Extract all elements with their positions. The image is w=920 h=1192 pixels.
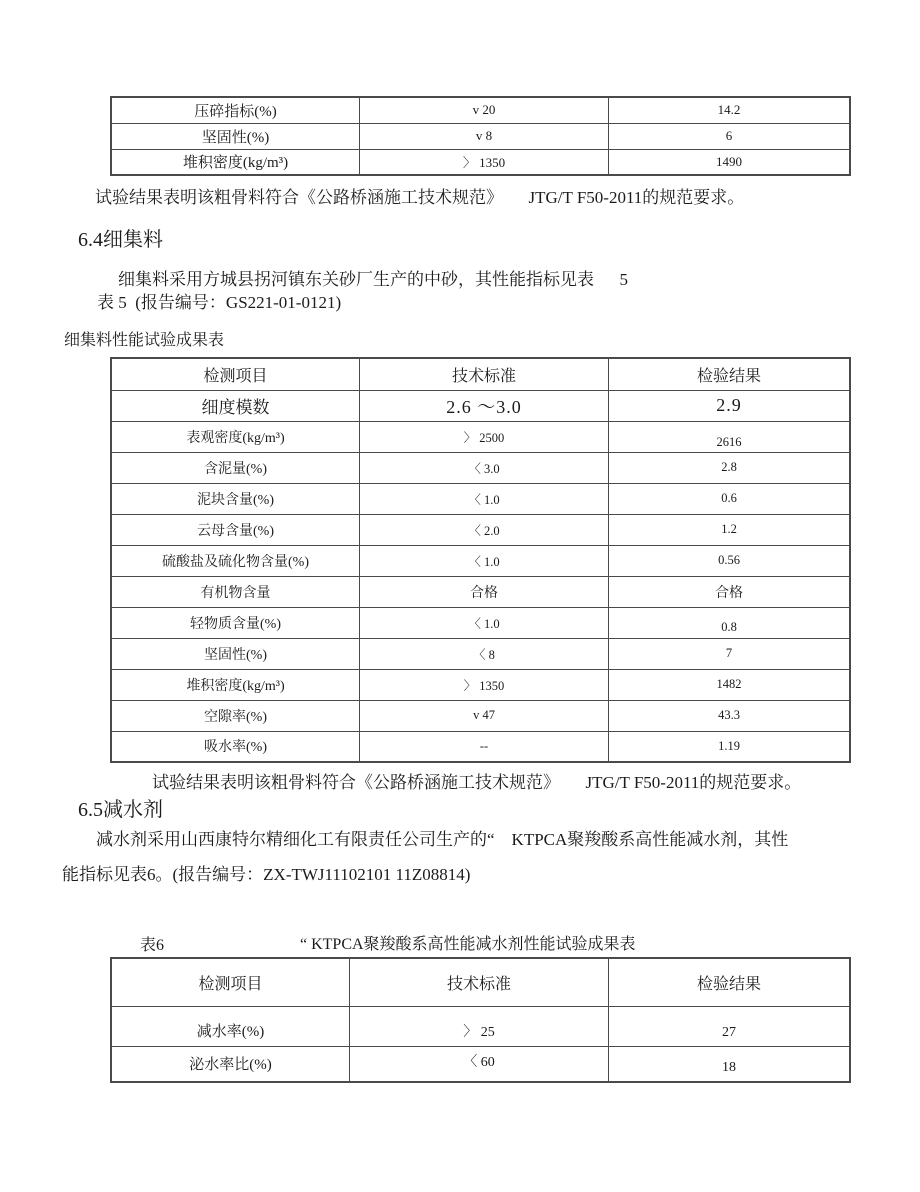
result-cell: 0.56 [609,545,851,576]
item-cell: 堆积密度(kg/m³) [111,149,360,175]
item-cell: 吸水率(%) [111,731,360,762]
table5-title: 细集料性能试验成果表 [64,332,225,349]
result-cell: 1482 [609,669,851,700]
standard-cell: v 20 [360,97,609,123]
standard-cell: 〈 1.0 [360,607,609,638]
column-header: 检测项目 [111,358,360,390]
table-row [111,1006,850,1046]
standard-cell: 〈 8 [360,638,609,669]
item-cell: 减水率(%) [111,1006,350,1046]
table-row [111,483,850,514]
fine-aggregate-result-table-grid [110,357,851,763]
header-row [111,358,850,390]
standard-cell: 〈 3.0 [360,452,609,483]
table-row [111,576,850,607]
table5-reference: 表 5 (报告编号：GS221-01-0121) [97,293,342,312]
table-row [111,700,850,731]
item-cell: 泌水率比(%) [111,1046,350,1082]
standard-cell: v 47 [360,700,609,731]
column-header: 技术标准 [350,958,609,1006]
fine-aggregate-note: 试验结果表明该粗骨料符合《公路桥涵施工技术规范》 JTG/T F50-2011的规范要求。 [152,773,802,792]
table-row [111,514,850,545]
standard-cell: 〈 60 [350,1046,609,1082]
column-header: 检验结果 [609,358,851,390]
table-row [111,452,850,483]
table-row [111,638,850,669]
item-cell: 细度模数 [111,390,360,421]
result-cell: 18 [609,1046,851,1082]
admixture-intro-line2: 能指标见表6。(报告编号：ZX-TWJ11102101 11Z08814) [62,865,471,884]
admixture-result-table-grid [110,957,851,1083]
table-row [111,390,850,421]
table-row [111,421,850,452]
result-cell: 6 [609,123,851,149]
section-heading-6-5: 6.5减水剂 [78,799,163,821]
standard-cell: -- [360,731,609,762]
result-cell: 0.8 [609,607,851,638]
result-cell: 0.6 [609,483,851,514]
result-cell: 43.3 [609,700,851,731]
fine-aggregate-intro: 细集料采用方城县拐河镇东关砂厂生产的中砂，其性能指标见表 5 [118,270,628,289]
result-cell: 1.2 [609,514,851,545]
coarse-aggregate-result-table-grid [110,96,851,176]
item-cell: 坚固性(%) [111,123,360,149]
item-cell: 表观密度(kg/m³) [111,421,360,452]
coarse-aggregate-result-table [110,96,851,176]
result-cell: 7 [609,638,851,669]
coarse-aggregate-note: 试验结果表明该粗骨料符合《公路桥涵施工技术规范》 JTG/T F50-2011的规范要求。 [95,188,745,207]
item-cell: 坚固性(%) [111,638,360,669]
standard-cell: 〈 2.0 [360,514,609,545]
standard-cell: 合格 [360,576,609,607]
table-row [111,607,850,638]
standard-cell: 2.6 ～3.0 [360,390,609,421]
column-header: 技术标准 [360,358,609,390]
item-cell: 硫酸盐及硫化物含量(%) [111,545,360,576]
header-row [111,958,850,1006]
standard-cell: 〉 1350 [360,149,609,175]
result-cell: 14.2 [609,97,851,123]
item-cell: 泥块含量(%) [111,483,360,514]
result-cell: 2.8 [609,452,851,483]
table-row [111,545,850,576]
result-cell: 27 [609,1006,851,1046]
section-heading-6-4: 6.4细集料 [78,229,163,251]
result-cell: 2616 [609,421,851,452]
result-cell: 合格 [609,576,851,607]
result-cell: 1490 [609,149,851,175]
item-cell: 有机物含量 [111,576,360,607]
standard-cell: 〉 1350 [360,669,609,700]
item-cell: 云母含量(%) [111,514,360,545]
table6-caption-label: 表6 [140,937,165,954]
column-header: 检测项目 [111,958,350,1006]
table-row [111,149,850,175]
standard-cell: 〈 1.0 [360,483,609,514]
result-cell: 2.9 [609,390,851,421]
standard-cell: 〉 2500 [360,421,609,452]
result-cell: 1.19 [609,731,851,762]
item-cell: 堆积密度(kg/m³) [111,669,360,700]
admixture-result-table [110,957,851,1083]
standard-cell: 〈 1.0 [360,545,609,576]
table6-caption-title: “ KTPCA聚羧酸系高性能减水剂性能试验成果表 [300,936,636,953]
table-row [111,123,850,149]
standard-cell: v 8 [360,123,609,149]
table-row [111,1046,850,1082]
item-cell: 空隙率(%) [111,700,360,731]
item-cell: 压碎指标(%) [111,97,360,123]
standard-cell: 〉 25 [350,1006,609,1046]
item-cell: 轻物质含量(%) [111,607,360,638]
table-row [111,669,850,700]
table-row [111,97,850,123]
fine-aggregate-result-table [110,357,851,763]
admixture-intro-line1: 减水剂采用山西康特尔精细化工有限责任公司生产的“ KTPCA聚羧酸系高性能减水剂，其性 [96,830,789,849]
table-row [111,731,850,762]
column-header: 检验结果 [609,958,851,1006]
item-cell: 含泥量(%) [111,452,360,483]
